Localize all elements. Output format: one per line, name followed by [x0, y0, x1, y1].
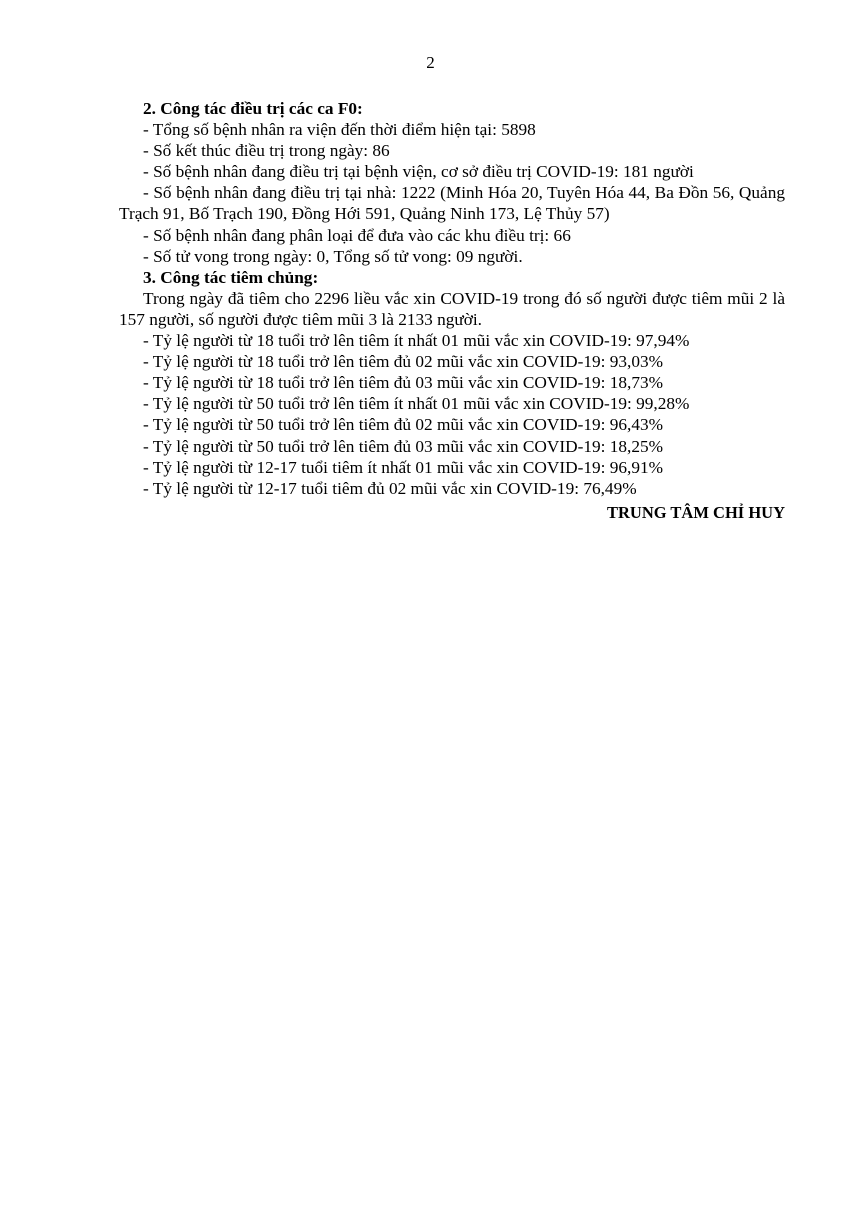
- vaccination-rate-18-plus-3-doses: - Tỷ lệ người từ 18 tuổi trở lên tiêm đủ 03 mũi vắc xin COVID-19: 18,73%: [143, 373, 664, 393]
- vaccination-rate-12-17-1-dose: - Tỷ lệ người từ 12-17 tuổi tiêm ít nhất 01 mũi vắc xin COVID-19: 96,91%: [143, 457, 664, 477]
- page-number: 2: [426, 53, 435, 72]
- treatment-item-finished-today: - Số kết thúc điều trị trong ngày: 86: [143, 141, 390, 161]
- treatment-item-at-home: - Số bệnh nhân đang điều trị tại nhà: 1222 (Minh Hóa 20, Tuyên Hóa 44, Ba Đồn 56, Quảng Trạch 91, Bố Trạch 190, Đồng Hới 591, Quảng Ninh 173, Lệ Thủy 57): [119, 183, 785, 224]
- treatment-heading: 2. Công tác điều trị các ca F0:: [143, 99, 363, 118]
- treatment-item-in-hospital: - Số bệnh nhân đang điều trị tại bệnh viện, cơ sở điều trị COVID-19: 181 người: [143, 162, 694, 182]
- signature-block: TRUNG TÂM CHỈ HUY: [607, 502, 785, 522]
- vaccination-section: [119, 267, 785, 499]
- treatment-section: [119, 98, 785, 267]
- vaccination-rate-50-plus-1-dose: - Tỷ lệ người từ 50 tuổi trở lên tiêm ít nhất 01 mũi vắc xin COVID-19: 99,28%: [143, 394, 690, 414]
- vaccination-rate-50-plus-3-doses: - Tỷ lệ người từ 50 tuổi trở lên tiêm đủ 03 mũi vắc xin COVID-19: 18,25%: [143, 436, 664, 456]
- vaccination-rate-50-plus-2-doses: - Tỷ lệ người từ 50 tuổi trở lên tiêm đủ 02 mũi vắc xin COVID-19: 96,43%: [143, 415, 664, 435]
- vaccination-intro: Trong ngày đã tiêm cho 2296 liều vắc xin COVID-19 trong đó số người được tiêm mũi 2 là 157 người, số người được tiêm mũi 3 là 2133 người.: [119, 288, 785, 329]
- vaccination-rate-18-plus-2-doses: - Tỷ lệ người từ 18 tuổi trở lên tiêm đủ 02 mũi vắc xin COVID-19: 93,03%: [143, 352, 664, 372]
- vaccination-heading: 3. Công tác tiêm chủng:: [143, 267, 319, 287]
- vaccination-rate-12-17-2-doses: - Tỷ lệ người từ 12-17 tuổi tiêm đủ 02 mũi vắc xin COVID-19: 76,49%: [143, 478, 637, 498]
- document-body: [119, 98, 785, 523]
- treatment-item-discharged-total: - Tổng số bệnh nhân ra viện đến thời điểm hiện tại: 5898: [143, 120, 536, 140]
- treatment-item-deaths: - Số tử vong trong ngày: 0, Tổng số tử vong: 09 người.: [143, 246, 523, 266]
- treatment-item-classifying: - Số bệnh nhân đang phân loại để đưa vào các khu điều trị: 66: [143, 225, 571, 245]
- vaccination-rate-18-plus-1-dose: - Tỷ lệ người từ 18 tuổi trở lên tiêm ít nhất 01 mũi vắc xin COVID-19: 97,94%: [143, 331, 690, 351]
